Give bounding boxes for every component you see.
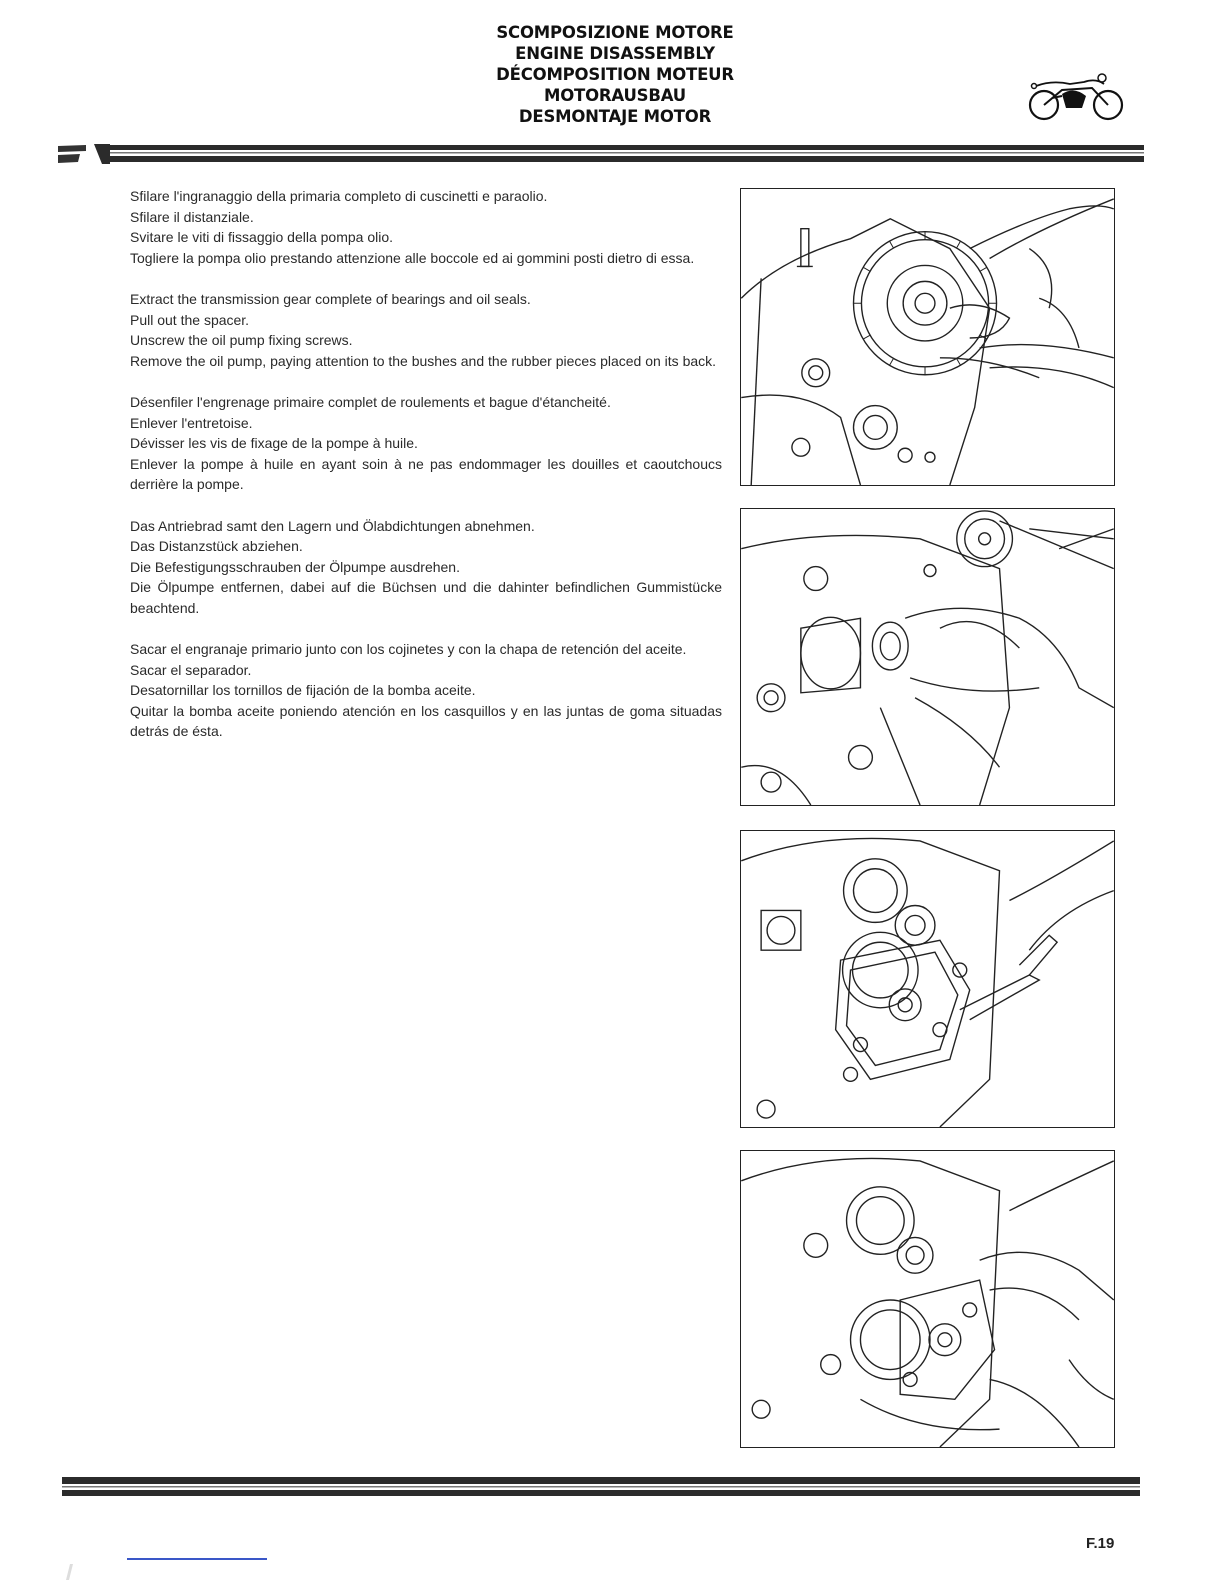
text-line: Togliere la pompa olio prestando attenzione alle boccole ed ai gommini posti dietro di essa.: [130, 249, 695, 266]
title-fr: DÉCOMPOSITION MOTEUR: [496, 65, 734, 84]
text-line: Die Befestigungsschrauben der Ölpumpe ausdrehen.: [130, 558, 460, 575]
instructions-spanish: [130, 639, 722, 742]
text-line: Das Antriebrad samt den Lagern und Ölabdichtungen abnehmen.: [130, 517, 535, 534]
footer-link-underline[interactable]: [127, 1558, 267, 1560]
text-line: Remove the oil pump, paying attention to the bushes and the rubber pieces placed on its back.: [130, 352, 717, 369]
text-line: Unscrew the oil pump fixing screws.: [130, 332, 353, 348]
figure-spacer-removal: [740, 508, 1115, 806]
motorcycle-icon: [1022, 72, 1128, 124]
text-line: Sacar el engranaje primario junto con los cojinetes y con la chapa de retención del aceite.: [130, 641, 687, 657]
instructions-german: [130, 516, 722, 619]
text-line: Sfilare l'ingranaggio della primaria completo di cuscinetti e paraolio.: [130, 188, 548, 204]
text-line: Svitare le viti di fissaggio della pompa olio.: [130, 229, 394, 245]
pump-removal-illustration: [741, 1151, 1114, 1447]
spacer-removal-illustration: [741, 509, 1114, 805]
text-line: Die Ölpumpe entfernen, dabei auf die Büchsen und die dahinter befindlichen Gummistücke beachtend.: [130, 579, 722, 616]
pump-screws-illustration: [741, 831, 1114, 1127]
text-line: Das Distanzstück abziehen.: [130, 538, 303, 554]
header-titles: [440, 22, 790, 127]
footer-divider: [62, 1474, 1140, 1500]
page-number: F.19: [1086, 1535, 1115, 1552]
text-line: Enlever la pompe à huile en ayant soin à ne pas endommager les douilles et caoutchoucs derrière la pompe.: [130, 455, 722, 492]
text-line: Désenfiler l'engrenage primaire complet de roulements et bague d'étancheité.: [130, 394, 611, 410]
figure-pump-removal: [740, 1150, 1115, 1448]
text-line: Enlever l'entretoise.: [130, 414, 253, 431]
figure-gear-removal: [740, 188, 1115, 486]
text-line: Pull out the spacer.: [130, 311, 250, 328]
text-line: Dévisser les vis de fixage de la pompe à huile.: [130, 435, 418, 451]
text-line: Extract the transmission gear complete of bearings and oil seals.: [130, 291, 531, 307]
text-line: Sacar el separador.: [130, 661, 252, 678]
instructions-text: [130, 186, 722, 763]
figure-pump-screws: [740, 830, 1115, 1128]
text-line: Desatornillar los tornillos de fijación de la bomba aceite.: [130, 682, 476, 698]
corner-mark: [64, 1562, 74, 1580]
title-it: SCOMPOSIZIONE MOTORE: [496, 23, 734, 42]
header-divider: [58, 142, 1144, 166]
title-de: MOTORAUSBAU: [543, 86, 686, 105]
text-line: Quitar la bomba aceite poniendo atención en los casquillos y en las juntas de goma situadas detrás de ésta.: [130, 702, 722, 739]
title-es: DESMONTAJE MOTOR: [518, 107, 712, 126]
text-line: Sfilare il distanziale.: [130, 208, 254, 225]
instructions-french: [130, 392, 722, 495]
gear-removal-illustration: [741, 189, 1114, 485]
instructions-english: [130, 289, 722, 371]
title-en: ENGINE DISASSEMBLY: [515, 44, 715, 63]
instructions-italian: [130, 186, 722, 268]
